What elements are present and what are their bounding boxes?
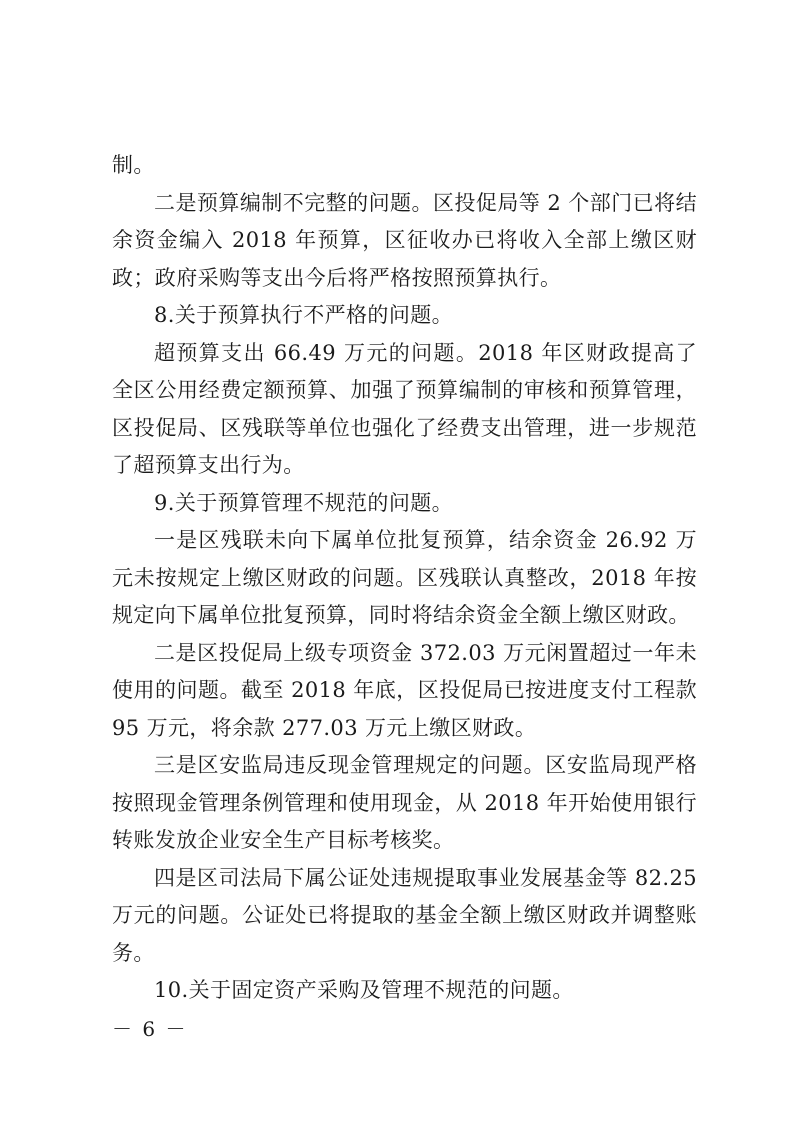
paragraph-cash-management: 三是区安监局违反现金管理规定的问题。区安监局现严格按照现金管理条例管理和使用现金，从 2018 年开始使用银行转账发放企业安全生产目标考核奖。 <box>112 753 697 852</box>
heading-item-9: 9.关于预算管理不规范的问题。 <box>154 490 454 515</box>
page-number: － 6 － <box>112 1017 188 1041</box>
paragraph-budget-incomplete: 二是预算编制不完整的问题。区投促局等 2 个部门已将结余资金编入 2018 年预算，区征收办已将收入全部上缴区财政；政府采购等支出今后将严格按照预算执行。 <box>112 190 697 290</box>
heading-item-10: 10.关于固定资产采购及管理不规范的问题。 <box>154 978 574 1002</box>
paragraph-notary-fund: 四是区司法局下属公证处违规提取事业发展基金等 82.25 万元的问题。公证处已将提取的基金全额上缴区财政并调整账务。 <box>112 865 697 965</box>
paragraph-over-budget: 超预算支出 66.49 万元的问题。2018 年区财政提高了全区公用经费定额预算、加强了预算编制的审核和预算管理，区投促局、区残联等单位也强化了经费支出管理，进一步规范了超预算支出行为。 <box>112 340 697 477</box>
paragraph-idle-funds: 二是区投促局上级专项资金 372.03 万元闲置超过一年未使用的问题。截至 2018 年底，区投促局已按进度支付工程款 95 万元，将余款 277.03 万元上缴区财政。 <box>112 640 697 740</box>
paragraph-continuation: 制。 <box>112 153 155 177</box>
paragraph-disabled-federation: 一是区残联未向下属单位批复预算，结余资金 26.92 万元未按规定上缴区财政的问题。区残联认真整改，2018 年按规定向下属单位批复预算，同时将结余资金全额上缴区财政。 <box>112 528 697 627</box>
body-text <box>112 147 697 1010</box>
heading-item-8: 8.关于预算执行不严格的问题。 <box>154 303 454 327</box>
